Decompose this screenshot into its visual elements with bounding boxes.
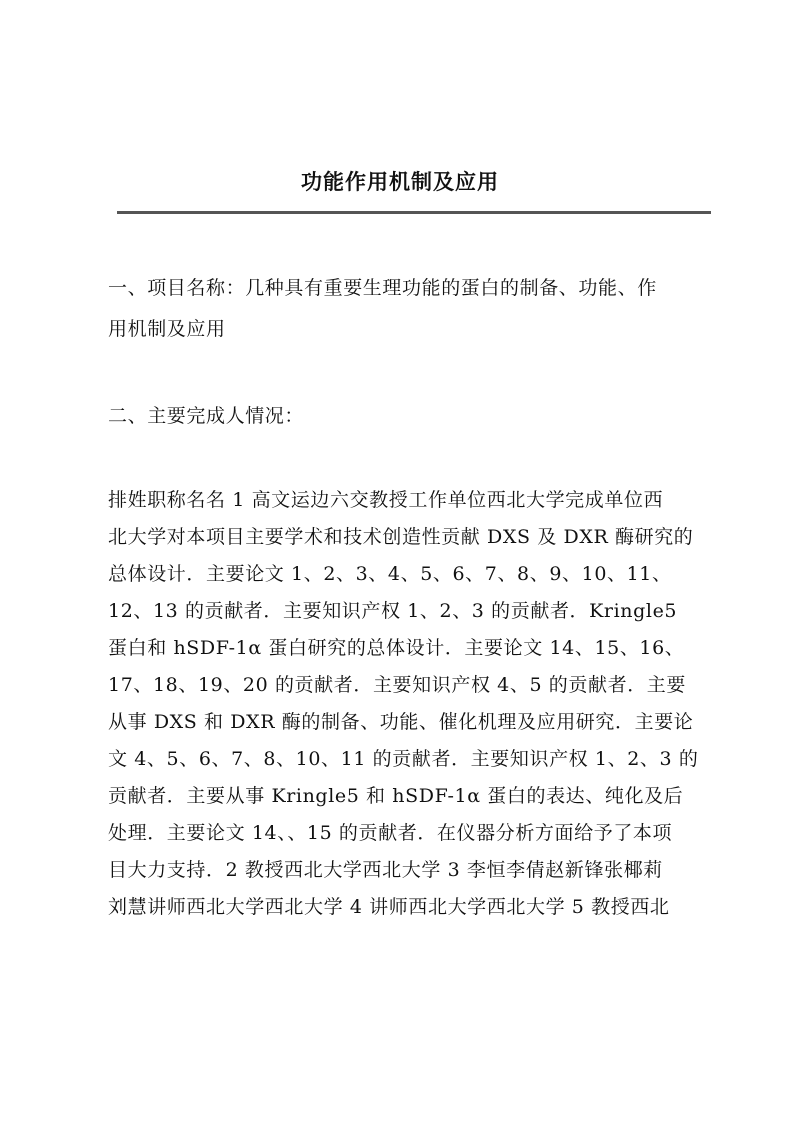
- page-title: 功能作用机制及应用: [301, 170, 499, 194]
- section-heading-contributors: 二、主要完成人情况：: [108, 405, 305, 427]
- section-project-name: [108, 268, 718, 350]
- text-line: 用机制及应用: [108, 318, 226, 340]
- text-line: 北大学对本项目主要学术和技术创造性贡献 DXS 及 DXR 酶研究的: [108, 526, 694, 548]
- text-line: 处理．主要论文 14、、15 的贡献者．在仪器分析方面给予了本项: [108, 822, 673, 844]
- text-line: 刘慧讲师西北大学西北大学 4 讲师西北大学西北大学 5 教授西北: [108, 896, 670, 918]
- text-line: 12、13 的贡献者．主要知识产权 1、2、3 的贡献者．Kringle5: [108, 600, 678, 622]
- text-line: 从事 DXS 和 DXR 酶的制备、功能、催化机理及应用研究．主要论: [108, 711, 694, 733]
- title-divider: [117, 211, 711, 214]
- text-line: 总体设计．主要论文 1、2、3、4、5、6、7、8、9、10、11、: [108, 563, 672, 585]
- text-line: 蛋白和 hSDF-1α 蛋白研究的总体设计．主要论文 14、15、16、: [108, 637, 685, 659]
- text-line: 17、18、19、20 的贡献者．主要知识产权 4、5 的贡献者．主要: [108, 674, 687, 696]
- text-line: 一、项目名称：几种具有重要生理功能的蛋白的制备、功能、作: [108, 277, 657, 299]
- text-line: 目大力支持．2 教授西北大学西北大学 3 李恒李倩赵新锋张椰莉: [108, 859, 663, 881]
- text-line: 排姓职称名名 1 高文运边六交教授工作单位西北大学完成单位西: [108, 489, 664, 511]
- contributors-paragraph: [108, 482, 718, 926]
- text-line: 贡献者．主要从事 Kringle5 和 hSDF-1α 蛋白的表达、纯化及后: [108, 785, 684, 807]
- text-line: 文 4、5、6、7、8、10、11 的贡献者．主要知识产权 1、2、3 的: [108, 748, 699, 770]
